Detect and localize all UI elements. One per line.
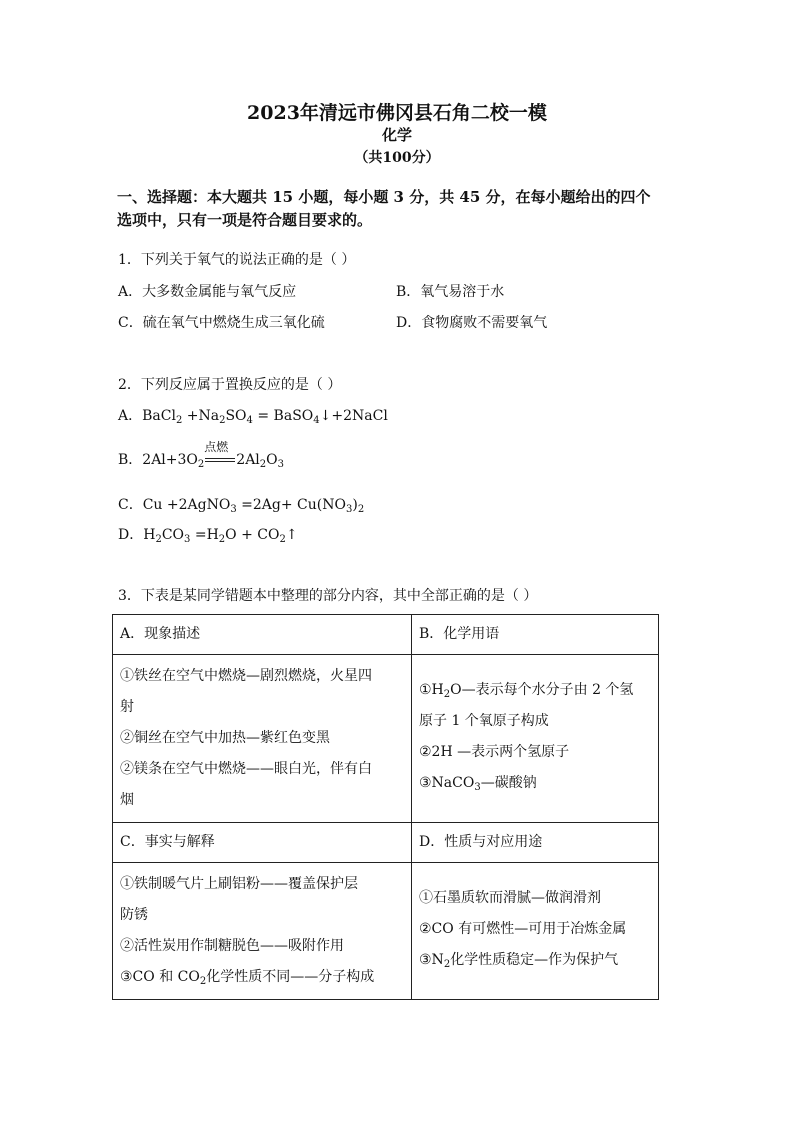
section-heading-line2: 选项中，只有一项是符合题目要求的。 [117, 211, 373, 229]
table-header-c: C．事实与解释 [113, 823, 412, 863]
q1-option-d: D．食物腐败不需要氧气 [396, 315, 548, 331]
q3-table [112, 614, 659, 1000]
q2-stem: 2．下列反应属于置换反应的是（ ） [118, 377, 342, 393]
table-header-a: A．现象描述 [113, 615, 412, 655]
total-score: （共100分） [354, 150, 440, 166]
exam-title: 2023年清远市佛冈县石角二校一模 [247, 102, 547, 124]
q1-option-b: B．氧气易溶于水 [396, 284, 505, 300]
q2-option-b: B．$2Al+3O_2$ 点燃 $2Al_2O_3$ [118, 440, 285, 470]
q2-option-a: A．BaCl$_2$ $+Na_2SO_4$ = BaSO$_4$↓+2NaCl [118, 408, 388, 426]
q1-option-c: C．硫在氧气中燃烧生成三氧化硫 [118, 315, 325, 331]
q1-option-a: A．大多数金属能与氧气反应 [118, 284, 297, 300]
q1-stem: 1．下列关于氧气的说法正确的是（ ） [118, 252, 356, 268]
section-heading-line1: 一、选择题：本大题共 15 小题，每小题 3 分，共 45 分，在每小题给出的四个 [117, 188, 651, 206]
table-header-d: D．性质与对应用途 [412, 823, 659, 863]
reaction-condition: 点燃 [204, 452, 236, 468]
table-cell-c: ①铁制暖气片上刷铝粉——覆盖保护层 防锈 ②活性炭用作制糖脱色——吸附作用 ③CO 和 $CO_2$化学性质不同——分子构成 [113, 863, 412, 1000]
q2-option-d: D．$H_2CO_3 =H_2O$ + $CO_2↑$ [118, 527, 298, 545]
table-header-b: B．化学用语 [412, 615, 659, 655]
q2-option-c: C．Cu +2AgNO$_3$ $=2Ag+ Cu(NO_3)_2$ [118, 497, 365, 515]
q3-stem: 3．下表是某同学错题本中整理的部分内容，其中全部正确的是（ ） [118, 588, 538, 604]
subject-label: 化学 [381, 126, 412, 144]
table-cell-d: ①石墨质软而滑腻—做润滑剂 ②CO 有可燃性—可用于冶炼金属 $③N_2$化学性质稳定—作为保护气 [412, 863, 659, 1000]
table-cell-a: ①铁丝在空气中燃烧—剧烈燃烧，火星四 射 ②铜丝在空气中加热—紫红色变黑 ②镁条在空气中燃烧——眼白光，伴有白 烟 [113, 655, 412, 823]
table-cell-b: $①H_2O—$表示每个水分子由 2 个氢 原子 1 个氧原子构成 ②2H —表示两个氢原子 ③NaCO$_3$—碳酸钠 [412, 655, 659, 823]
